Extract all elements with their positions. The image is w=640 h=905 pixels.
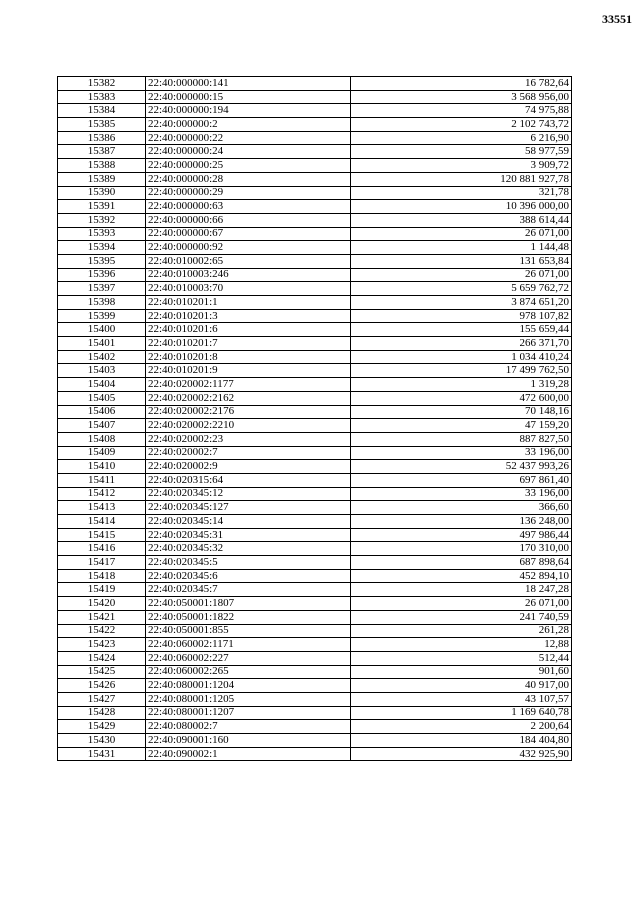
- cadastral-value-cell: 3 874 651,20: [351, 296, 572, 310]
- row-number-cell: 15424: [58, 651, 146, 665]
- cadastral-value-cell: 18 247,28: [351, 583, 572, 597]
- cadastral-value-cell: 26 071,00: [351, 227, 572, 241]
- cadastral-number-cell: 22:40:010201:8: [146, 350, 351, 364]
- cadastral-number-cell: 22:40:020002:23: [146, 432, 351, 446]
- page-number: 33551: [602, 12, 632, 26]
- table-row: [58, 583, 572, 597]
- cadastral-value-cell: 512,44: [351, 651, 572, 665]
- cadastral-number-cell: 22:40:010002:65: [146, 254, 351, 268]
- cadastral-value-cell: 131 653,84: [351, 254, 572, 268]
- row-number-cell: 15428: [58, 706, 146, 720]
- row-number-cell: 15429: [58, 720, 146, 734]
- cadastral-number-cell: 22:40:000000:92: [146, 241, 351, 255]
- table-body: [58, 77, 572, 761]
- cadastral-number-cell: 22:40:020345:31: [146, 528, 351, 542]
- cadastral-value-cell: 5 659 762,72: [351, 282, 572, 296]
- cadastral-value-cell: 388 614,44: [351, 213, 572, 227]
- row-number-cell: 15399: [58, 309, 146, 323]
- row-number-cell: 15391: [58, 200, 146, 214]
- table-row: [58, 651, 572, 665]
- cadastral-value-cell: 3 909,72: [351, 159, 572, 173]
- cadastral-value-cell: 6 216,90: [351, 131, 572, 145]
- table-row: [58, 706, 572, 720]
- cadastral-value-cell: 366,60: [351, 501, 572, 515]
- cadastral-number-cell: 22:40:020002:2176: [146, 405, 351, 419]
- row-number-cell: 15411: [58, 473, 146, 487]
- table-row: [58, 610, 572, 624]
- table-row: [58, 569, 572, 583]
- row-number-cell: 15410: [58, 460, 146, 474]
- cadastral-number-cell: 22:40:000000:67: [146, 227, 351, 241]
- table-row: [58, 747, 572, 761]
- cadastral-value-cell: 266 371,70: [351, 337, 572, 351]
- row-number-cell: 15407: [58, 419, 146, 433]
- cadastral-number-cell: 22:40:020002:2210: [146, 419, 351, 433]
- row-number-cell: 15392: [58, 213, 146, 227]
- table-row: [58, 720, 572, 734]
- row-number-cell: 15426: [58, 679, 146, 693]
- cadastral-number-cell: 22:40:050001:1807: [146, 597, 351, 611]
- table-row: [58, 391, 572, 405]
- row-number-cell: 15390: [58, 186, 146, 200]
- row-number-cell: 15413: [58, 501, 146, 515]
- cadastral-number-cell: 22:40:000000:2: [146, 118, 351, 132]
- row-number-cell: 15385: [58, 118, 146, 132]
- row-number-cell: 15416: [58, 542, 146, 556]
- cadastral-value-cell: 887 827,50: [351, 432, 572, 446]
- cadastral-number-cell: 22:40:000000:24: [146, 145, 351, 159]
- row-number-cell: 15409: [58, 446, 146, 460]
- table-row: [58, 104, 572, 118]
- table-row: [58, 159, 572, 173]
- cadastral-value-cell: 1 034 410,24: [351, 350, 572, 364]
- row-number-cell: 15398: [58, 296, 146, 310]
- row-number-cell: 15384: [58, 104, 146, 118]
- cadastral-value-cell: 43 107,57: [351, 692, 572, 706]
- cadastral-number-cell: 22:40:010003:246: [146, 268, 351, 282]
- cadastral-number-cell: 22:40:020002:7: [146, 446, 351, 460]
- table-row: [58, 254, 572, 268]
- row-number-cell: 15387: [58, 145, 146, 159]
- row-number-cell: 15394: [58, 241, 146, 255]
- cadastral-value-cell: 33 196,00: [351, 487, 572, 501]
- cadastral-value-cell: 16 782,64: [351, 77, 572, 91]
- row-number-cell: 15418: [58, 569, 146, 583]
- cadastral-number-cell: 22:40:020345:14: [146, 515, 351, 529]
- table-row: [58, 227, 572, 241]
- cadastral-value-cell: 52 437 993,26: [351, 460, 572, 474]
- table-row: [58, 213, 572, 227]
- cadastral-value-cell: 452 894,10: [351, 569, 572, 583]
- row-number-cell: 15396: [58, 268, 146, 282]
- row-number-cell: 15412: [58, 487, 146, 501]
- cadastral-number-cell: 22:40:090002:1: [146, 747, 351, 761]
- table-row: [58, 145, 572, 159]
- cadastral-value-cell: 2 200,64: [351, 720, 572, 734]
- row-number-cell: 15415: [58, 528, 146, 542]
- cadastral-value-cell: 17 499 762,50: [351, 364, 572, 378]
- table-row: [58, 323, 572, 337]
- row-number-cell: 15419: [58, 583, 146, 597]
- row-number-cell: 15427: [58, 692, 146, 706]
- cadastral-value-cell: 26 071,00: [351, 597, 572, 611]
- cadastral-value-cell: 155 659,44: [351, 323, 572, 337]
- cadastral-number-cell: 22:40:000000:22: [146, 131, 351, 145]
- table-row: [58, 350, 572, 364]
- cadastral-number-cell: 22:40:000000:66: [146, 213, 351, 227]
- cadastral-number-cell: 22:40:080001:1204: [146, 679, 351, 693]
- row-number-cell: 15383: [58, 90, 146, 104]
- table-row: [58, 77, 572, 91]
- cadastral-number-cell: 22:40:000000:28: [146, 172, 351, 186]
- cadastral-value-cell: 241 740,59: [351, 610, 572, 624]
- row-number-cell: 15422: [58, 624, 146, 638]
- table-row: [58, 487, 572, 501]
- table-row: [58, 90, 572, 104]
- table-row: [58, 473, 572, 487]
- cadastral-number-cell: 22:40:020345:5: [146, 556, 351, 570]
- row-number-cell: 15423: [58, 638, 146, 652]
- cadastral-number-cell: 22:40:080001:1207: [146, 706, 351, 720]
- cadastral-value-cell: 687 898,64: [351, 556, 572, 570]
- cadastral-value-cell: 3 568 956,00: [351, 90, 572, 104]
- table-row: [58, 556, 572, 570]
- table-row: [58, 268, 572, 282]
- cadastral-value-cell: 472 600,00: [351, 391, 572, 405]
- row-number-cell: 15417: [58, 556, 146, 570]
- table-row: [58, 296, 572, 310]
- cadastral-value-cell: 261,28: [351, 624, 572, 638]
- table-row: [58, 624, 572, 638]
- cadastral-value-cell: 70 148,16: [351, 405, 572, 419]
- cadastral-value-cell: 10 396 000,00: [351, 200, 572, 214]
- cadastral-value-cell: 40 917,00: [351, 679, 572, 693]
- table-row: [58, 172, 572, 186]
- cadastral-number-cell: 22:40:000000:29: [146, 186, 351, 200]
- cadastral-number-cell: 22:40:020002:1177: [146, 378, 351, 392]
- row-number-cell: 15400: [58, 323, 146, 337]
- table-row: [58, 309, 572, 323]
- row-number-cell: 15425: [58, 665, 146, 679]
- table-row: [58, 378, 572, 392]
- cadastral-value-cell: 1 144,48: [351, 241, 572, 255]
- cadastral-value-cell: 697 861,40: [351, 473, 572, 487]
- row-number-cell: 15382: [58, 77, 146, 91]
- row-number-cell: 15420: [58, 597, 146, 611]
- table-row: [58, 501, 572, 515]
- cadastral-number-cell: 22:40:010201:9: [146, 364, 351, 378]
- cadastral-value-cell: 432 925,90: [351, 747, 572, 761]
- row-number-cell: 15430: [58, 734, 146, 748]
- cadastral-value-cell: 497 986,44: [351, 528, 572, 542]
- table-row: [58, 118, 572, 132]
- row-number-cell: 15388: [58, 159, 146, 173]
- cadastral-number-cell: 22:40:080001:1205: [146, 692, 351, 706]
- row-number-cell: 15401: [58, 337, 146, 351]
- cadastral-number-cell: 22:40:010201:7: [146, 337, 351, 351]
- row-number-cell: 15402: [58, 350, 146, 364]
- table-row: [58, 282, 572, 296]
- cadastral-value-cell: 74 975,88: [351, 104, 572, 118]
- table-row: [58, 460, 572, 474]
- cadastral-value-cell: 1 319,28: [351, 378, 572, 392]
- table-row: [58, 665, 572, 679]
- table-row: [58, 364, 572, 378]
- row-number-cell: 15397: [58, 282, 146, 296]
- table-row: [58, 515, 572, 529]
- cadastral-number-cell: 22:40:020345:32: [146, 542, 351, 556]
- row-number-cell: 15405: [58, 391, 146, 405]
- table-row: [58, 692, 572, 706]
- table-row: [58, 241, 572, 255]
- cadastral-number-cell: 22:40:000000:194: [146, 104, 351, 118]
- cadastral-value-cell: 26 071,00: [351, 268, 572, 282]
- table-row: [58, 734, 572, 748]
- cadastral-number-cell: 22:40:020002:2162: [146, 391, 351, 405]
- cadastral-value-cell: 1 169 640,78: [351, 706, 572, 720]
- cadastral-number-cell: 22:40:010003:70: [146, 282, 351, 296]
- cadastral-number-cell: 22:40:020002:9: [146, 460, 351, 474]
- table-row: [58, 200, 572, 214]
- table-row: [58, 446, 572, 460]
- table-row: [58, 419, 572, 433]
- cadastral-value-cell: 47 159,20: [351, 419, 572, 433]
- row-number-cell: 15386: [58, 131, 146, 145]
- row-number-cell: 15408: [58, 432, 146, 446]
- cadastral-value-cell: 901,60: [351, 665, 572, 679]
- cadastral-value-table: [57, 76, 572, 761]
- row-number-cell: 15431: [58, 747, 146, 761]
- cadastral-number-cell: 22:40:000000:25: [146, 159, 351, 173]
- cadastral-value-cell: 58 977,59: [351, 145, 572, 159]
- cadastral-number-cell: 22:40:010201:6: [146, 323, 351, 337]
- cadastral-number-cell: 22:40:020315:64: [146, 473, 351, 487]
- cadastral-number-cell: 22:40:010201:1: [146, 296, 351, 310]
- row-number-cell: 15406: [58, 405, 146, 419]
- table-row: [58, 337, 572, 351]
- table-row: [58, 186, 572, 200]
- cadastral-number-cell: 22:40:000000:141: [146, 77, 351, 91]
- cadastral-number-cell: 22:40:050001:1822: [146, 610, 351, 624]
- cadastral-value-cell: 978 107,82: [351, 309, 572, 323]
- cadastral-number-cell: 22:40:010201:3: [146, 309, 351, 323]
- table-row: [58, 542, 572, 556]
- row-number-cell: 15421: [58, 610, 146, 624]
- cadastral-number-cell: 22:40:090001:160: [146, 734, 351, 748]
- cadastral-number-cell: 22:40:020345:6: [146, 569, 351, 583]
- table-row: [58, 432, 572, 446]
- table-row: [58, 131, 572, 145]
- table-row: [58, 528, 572, 542]
- cadastral-value-cell: 170 310,00: [351, 542, 572, 556]
- table-row: [58, 679, 572, 693]
- cadastral-value-cell: 184 404,80: [351, 734, 572, 748]
- cadastral-value-cell: 33 196,00: [351, 446, 572, 460]
- cadastral-number-cell: 22:40:020345:7: [146, 583, 351, 597]
- row-number-cell: 15393: [58, 227, 146, 241]
- cadastral-value-cell: 120 881 927,78: [351, 172, 572, 186]
- row-number-cell: 15414: [58, 515, 146, 529]
- table-row: [58, 638, 572, 652]
- cadastral-number-cell: 22:40:060002:265: [146, 665, 351, 679]
- cadastral-value-cell: 321,78: [351, 186, 572, 200]
- table-row: [58, 597, 572, 611]
- cadastral-value-cell: 12,88: [351, 638, 572, 652]
- row-number-cell: 15395: [58, 254, 146, 268]
- cadastral-number-cell: 22:40:060002:227: [146, 651, 351, 665]
- row-number-cell: 15389: [58, 172, 146, 186]
- cadastral-number-cell: 22:40:020345:127: [146, 501, 351, 515]
- table-row: [58, 405, 572, 419]
- cadastral-value-cell: 136 248,00: [351, 515, 572, 529]
- cadastral-number-cell: 22:40:080002:7: [146, 720, 351, 734]
- cadastral-value-cell: 2 102 743,72: [351, 118, 572, 132]
- cadastral-number-cell: 22:40:020345:12: [146, 487, 351, 501]
- cadastral-number-cell: 22:40:060002:1171: [146, 638, 351, 652]
- cadastral-number-cell: 22:40:000000:15: [146, 90, 351, 104]
- row-number-cell: 15403: [58, 364, 146, 378]
- cadastral-number-cell: 22:40:050001:855: [146, 624, 351, 638]
- cadastral-number-cell: 22:40:000000:63: [146, 200, 351, 214]
- row-number-cell: 15404: [58, 378, 146, 392]
